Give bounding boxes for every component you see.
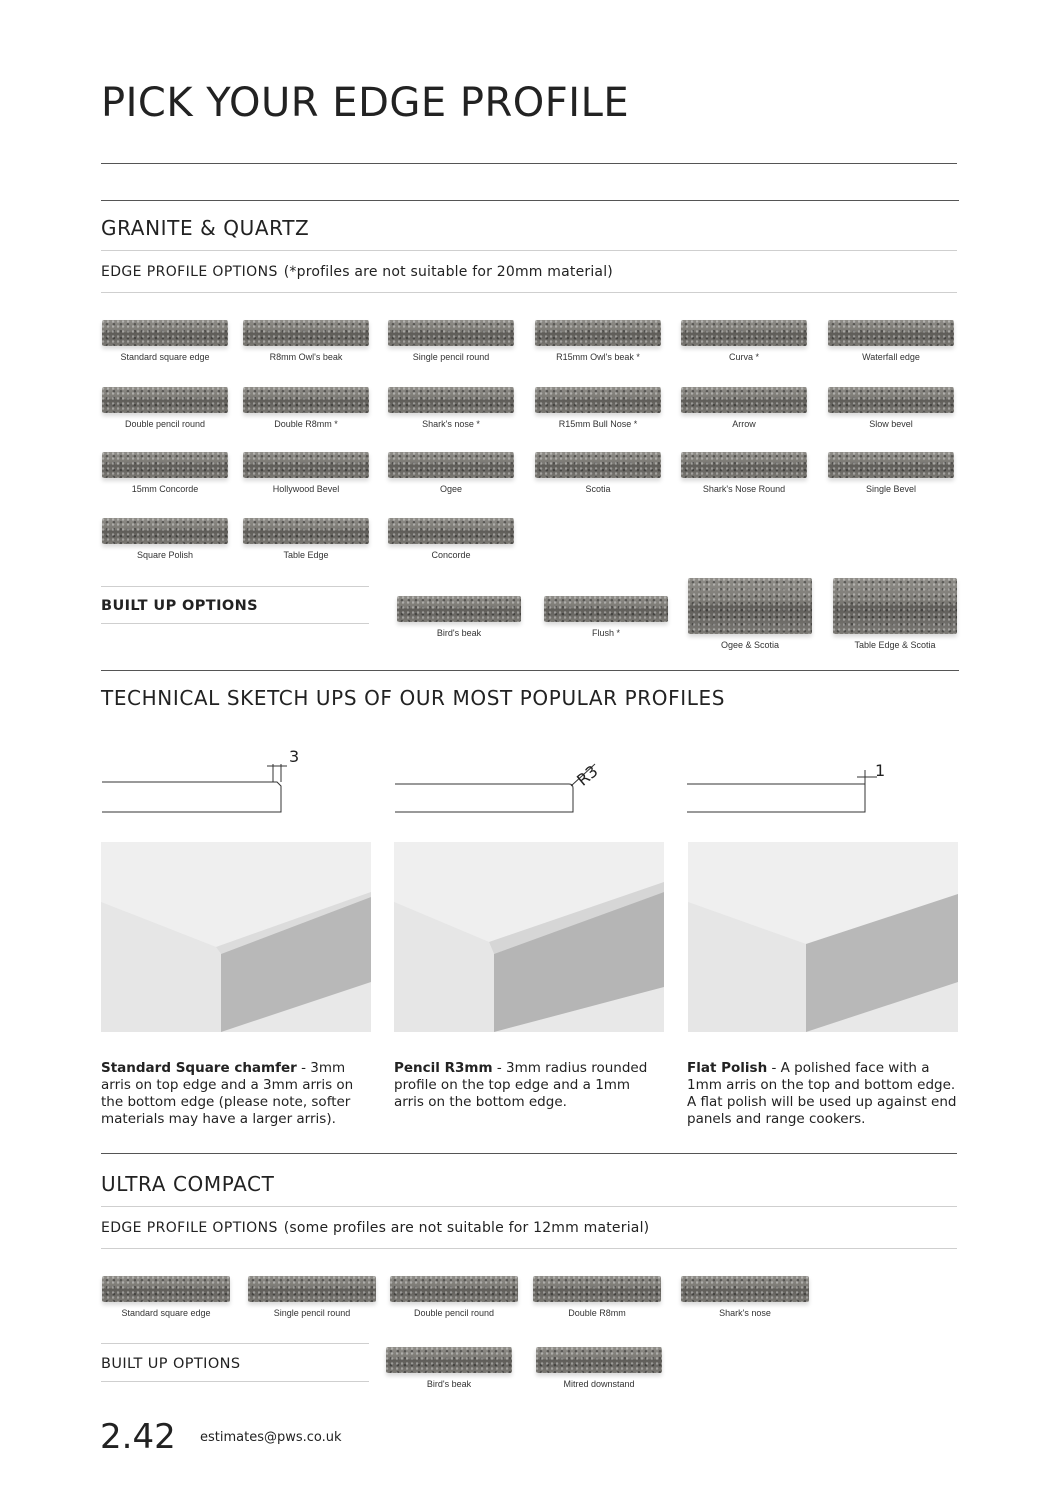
profile-tile (385, 452, 517, 494)
profile-image (536, 1347, 662, 1373)
profile-caption: Standard square edge (121, 1308, 211, 1318)
profile-caption: R15mm Owl's beak * (556, 352, 640, 362)
profile-tile (533, 1347, 665, 1389)
profile-caption: Shark's nose (719, 1308, 771, 1318)
sketch-label-r3: R3 (573, 761, 602, 790)
profile-image (243, 452, 369, 478)
profile-caption: Bird's beak (436, 628, 482, 638)
profile-caption: Double pencil round (124, 419, 206, 429)
profile-tile (678, 387, 810, 429)
desc-text: - 3mm radius rounded profile on the top edge and a 1mm arris on the bottom edge. (394, 1060, 648, 1110)
desc-text: - 3mm arris on top edge and a 3mm arris on the bottom edge (please note, softer materials may have a larger arris). (101, 1060, 354, 1127)
profile-tile (240, 320, 372, 362)
profile-caption: Double R8mm (568, 1308, 626, 1318)
profile-image (681, 387, 807, 413)
divider (101, 1381, 369, 1382)
profile-tile (530, 1276, 664, 1318)
profile-tile (387, 1276, 521, 1318)
options-note: (some profiles are not suitable for 12mm material) (283, 1220, 650, 1236)
profile-caption: Arrow (732, 419, 756, 429)
profile-image (243, 320, 369, 346)
profile-image (681, 1276, 809, 1302)
render-flat-polish (688, 842, 958, 1032)
profile-caption: Concorde (431, 550, 471, 560)
divider (101, 1153, 957, 1154)
profile-caption: Standard square edge (120, 352, 210, 362)
profile-tile (825, 452, 957, 494)
options-label-text: EDGE PROFILE OPTIONS (101, 1220, 278, 1236)
render-square-chamfer (101, 842, 371, 1032)
options-label-text: EDGE PROFILE OPTIONS (101, 264, 278, 280)
desc-title: Pencil R3mm (394, 1060, 493, 1076)
profile-image (243, 518, 369, 544)
ultra-heading: ULTRA COMPACT (101, 1172, 275, 1196)
page-title: PICK YOUR EDGE PROFILE (101, 80, 630, 126)
profile-tile (532, 387, 664, 429)
granite-built-up-label: BUILT UP OPTIONS (101, 598, 258, 614)
profile-caption: R15mm Bull Nose * (558, 419, 638, 429)
profile-tile (245, 1276, 379, 1318)
divider (101, 1206, 957, 1207)
divider (101, 200, 959, 201)
profile-caption: Single pencil round (273, 1308, 351, 1318)
profile-tile (99, 452, 231, 494)
profile-caption: Curva * (728, 352, 759, 362)
profile-image (535, 320, 661, 346)
profile-tile (532, 320, 664, 362)
profile-caption: Table Edge (283, 550, 329, 560)
profile-tile (678, 452, 810, 494)
profile-image (243, 387, 369, 413)
granite-options-label (101, 264, 613, 280)
profile-image (248, 1276, 376, 1302)
profile-tile (685, 578, 815, 650)
desc-text: - A polished face with a 1mm arris on the top and bottom edge. A flat polish will be used up against end panels and range cookers. (687, 1060, 957, 1127)
divider (101, 623, 369, 624)
desc-flat-polish (687, 1060, 962, 1128)
profile-tile (825, 320, 957, 362)
profile-image (388, 518, 514, 544)
divider (101, 1248, 957, 1249)
profile-image (388, 452, 514, 478)
profile-tile (240, 452, 372, 494)
profile-image (102, 387, 228, 413)
profile-caption: Waterfall edge (862, 352, 920, 362)
profile-caption: R8mm Owl's beak (269, 352, 343, 362)
profile-image (102, 1276, 230, 1302)
profile-image (828, 320, 954, 346)
profile-caption: Square Polish (136, 550, 194, 560)
divider (101, 586, 369, 587)
profile-tile (385, 320, 517, 362)
profile-tile (383, 1347, 515, 1389)
profile-image (688, 578, 812, 634)
profile-image (681, 452, 807, 478)
profile-image (533, 1276, 661, 1302)
sketch-square-chamfer (102, 782, 281, 812)
profile-image (833, 578, 957, 634)
render-pencil (394, 842, 664, 1032)
profile-tile (394, 596, 524, 638)
profile-image (102, 452, 228, 478)
profile-caption: Double pencil round (413, 1308, 495, 1318)
profile-caption: Shark's nose * (422, 419, 480, 429)
profile-tile (99, 518, 231, 560)
sketch-label-3: 3 (289, 747, 300, 766)
profile-tile (678, 1276, 812, 1318)
profile-tile (99, 387, 231, 429)
profile-caption: Hollywood Bevel (272, 484, 340, 494)
profile-image (544, 596, 668, 622)
divider (101, 1343, 369, 1344)
profile-caption: Single Bevel (865, 484, 917, 494)
profile-tile (541, 596, 671, 638)
profile-caption: Ogee (439, 484, 463, 494)
sketch-label-1: 1 (875, 761, 886, 780)
profile-image (828, 452, 954, 478)
ultra-options-label (101, 1220, 649, 1236)
profile-image (102, 518, 228, 544)
profile-image (390, 1276, 518, 1302)
granite-heading: GRANITE & QUARTZ (101, 216, 310, 240)
profile-tile (678, 320, 810, 362)
profile-caption: Table Edge & Scotia (854, 640, 936, 650)
page-number: 2.42 (100, 1417, 176, 1457)
profile-caption: 15mm Concorde (131, 484, 199, 494)
profile-tile (385, 518, 517, 560)
profile-image (535, 387, 661, 413)
sketch-flat-polish (687, 784, 865, 812)
profile-caption: Shark's Nose Round (702, 484, 786, 494)
divider (101, 250, 957, 251)
profile-image (535, 452, 661, 478)
profile-caption: Ogee & Scotia (720, 640, 780, 650)
profile-image (386, 1347, 512, 1373)
divider (101, 163, 957, 164)
divider (101, 670, 959, 671)
profile-tile (825, 387, 957, 429)
technical-sketches (95, 740, 975, 820)
profile-image (397, 596, 521, 622)
options-note: (*profiles are not suitable for 20mm material) (283, 264, 613, 280)
desc-title: Flat Polish (687, 1060, 768, 1076)
profile-image (681, 320, 807, 346)
profile-tile (240, 518, 372, 560)
profile-caption: Scotia (585, 484, 611, 494)
profile-tile (830, 578, 960, 650)
profile-caption: Mitred downstand (563, 1379, 635, 1389)
sketch-pencil (395, 784, 573, 812)
profile-tile (240, 387, 372, 429)
profile-image (102, 320, 228, 346)
divider (101, 292, 957, 293)
profile-caption: Flush * (591, 628, 620, 638)
profile-caption: Single pencil round (412, 352, 490, 362)
footer-email[interactable]: estimates@pws.co.uk (200, 1430, 342, 1445)
profile-caption: Bird's beak (426, 1379, 472, 1389)
ultra-built-up-label: BUILT UP OPTIONS (101, 1356, 241, 1372)
profile-image (828, 387, 954, 413)
desc-square-chamfer (101, 1060, 371, 1128)
profile-caption: Slow bevel (869, 419, 913, 429)
profile-caption: Double R8mm * (274, 419, 338, 429)
profile-tile (385, 387, 517, 429)
profile-tile (99, 1276, 233, 1318)
profile-image (388, 387, 514, 413)
technical-heading: TECHNICAL SKETCH UPS OF OUR MOST POPULAR PROFILES (101, 686, 725, 710)
profile-image (388, 320, 514, 346)
desc-pencil (394, 1060, 664, 1111)
desc-title: Standard Square chamfer (101, 1060, 297, 1076)
profile-tile (99, 320, 231, 362)
profile-tile (532, 452, 664, 494)
